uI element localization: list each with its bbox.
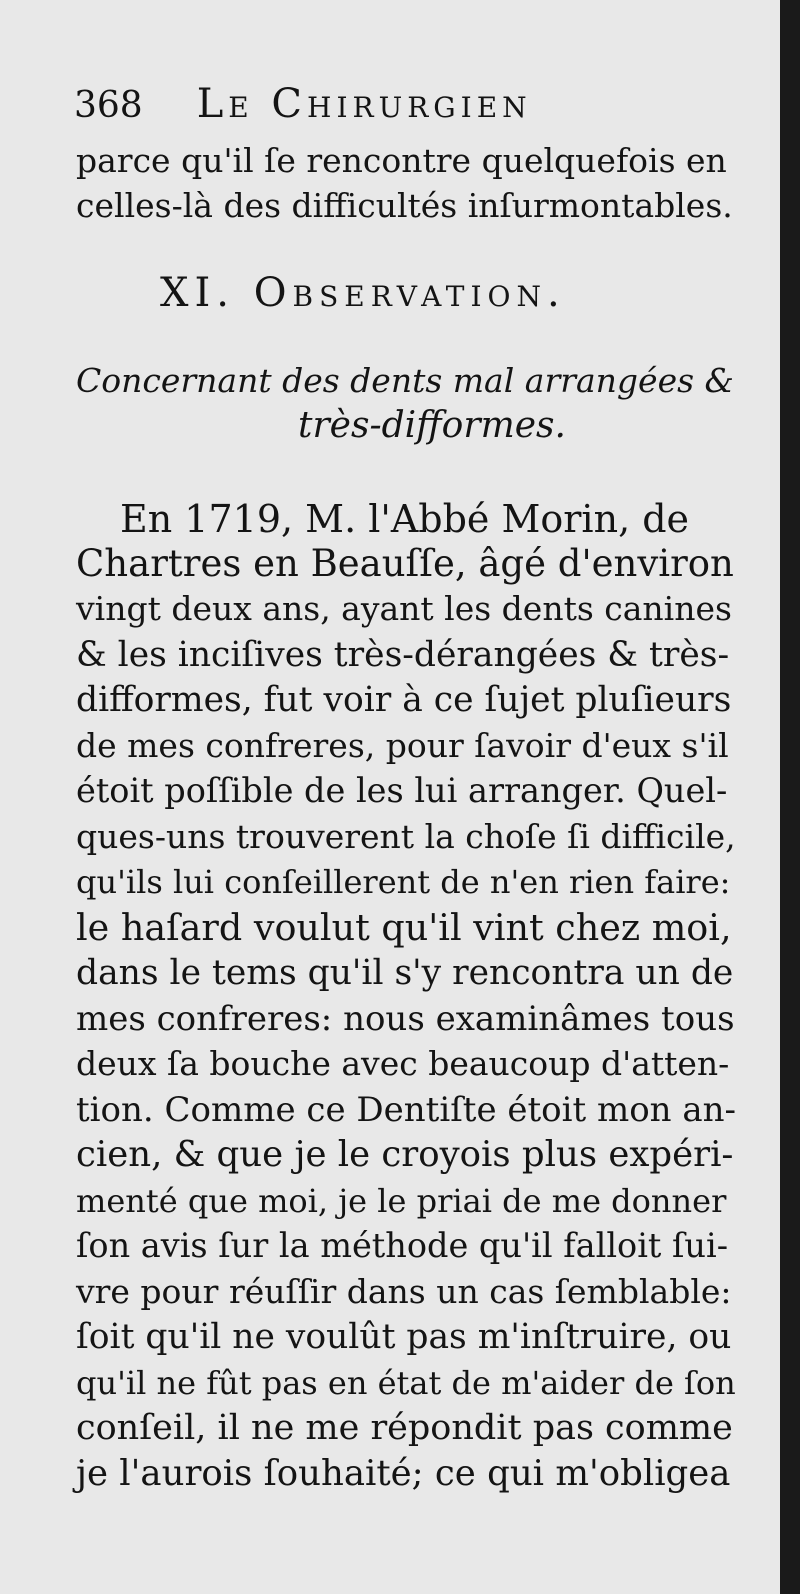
body-line: & les inciſives très-dérangées & très- <box>76 635 730 675</box>
page-number: 368 <box>74 85 143 126</box>
running-header <box>74 74 714 134</box>
body-line: deux ſa bouche avec beaucoup d'atten- <box>76 1044 730 1083</box>
body-line: conſeil, il ne me répondit pas comme <box>76 1408 733 1448</box>
body-line: En 1719, M. l'Abbé Morin, de <box>120 497 690 541</box>
body-line: vre pour réuſſir dans un cas ſemblable: <box>76 1272 732 1311</box>
body-line: cien, & que je le croyois plus expéri- <box>76 1134 734 1175</box>
observation-subtitle: Concernant des dents mal arrangées & <box>76 361 734 400</box>
observation-title: XI. Observation. <box>160 270 566 316</box>
running-title: Le Chirurgien <box>196 81 532 127</box>
body-line: vingt deux ans, ayant les dents canines <box>76 589 732 628</box>
body-line: difformes, fut voir à ce ſujet pluſieurs <box>76 680 732 720</box>
body-line: étoit poſſible de les lui arranger. Quel- <box>76 771 728 810</box>
body-line: le haſard voulut qu'il vint chez moi, <box>76 906 732 949</box>
body-line: menté que moi, je le priai de me donner <box>76 1182 727 1220</box>
body-line: mes confreres: nous examinâmes tous <box>76 999 735 1039</box>
body-line: je l'aurois ſouhaité; ce qui m'obligea <box>76 1453 731 1494</box>
continuation-line: parce qu'il ſe rencontre quelquefois en <box>76 141 727 180</box>
continuation-line: celles-là des difficultés inſurmontables. <box>76 186 733 225</box>
body-line: qu'il ne fût pas en état de m'aider de ſon <box>76 1364 736 1402</box>
body-line: Chartres en Beauſſe, âgé d'environ <box>76 542 734 585</box>
observation-subtitle: très-difformes. <box>298 405 566 446</box>
body-line: tion. Comme ce Dentiſte étoit mon an- <box>76 1090 737 1130</box>
body-line: ſoit qu'il ne voulût pas m'inſtruire, ou <box>76 1317 732 1357</box>
body-line: ſon avis ſur la méthode qu'il falloit ſui- <box>76 1226 729 1265</box>
body-line: qu'ils lui conſeillerent de n'en rien faire: <box>76 863 731 901</box>
body-line: ques-uns trouverent la choſe ſi difficile, <box>76 817 736 856</box>
body-line: dans le tems qu'il s'y rencontra un de <box>76 953 734 993</box>
body-line: de mes confreres, pour ſavoir d'eux s'il <box>76 726 729 765</box>
page-edge-shadow <box>780 0 800 1594</box>
